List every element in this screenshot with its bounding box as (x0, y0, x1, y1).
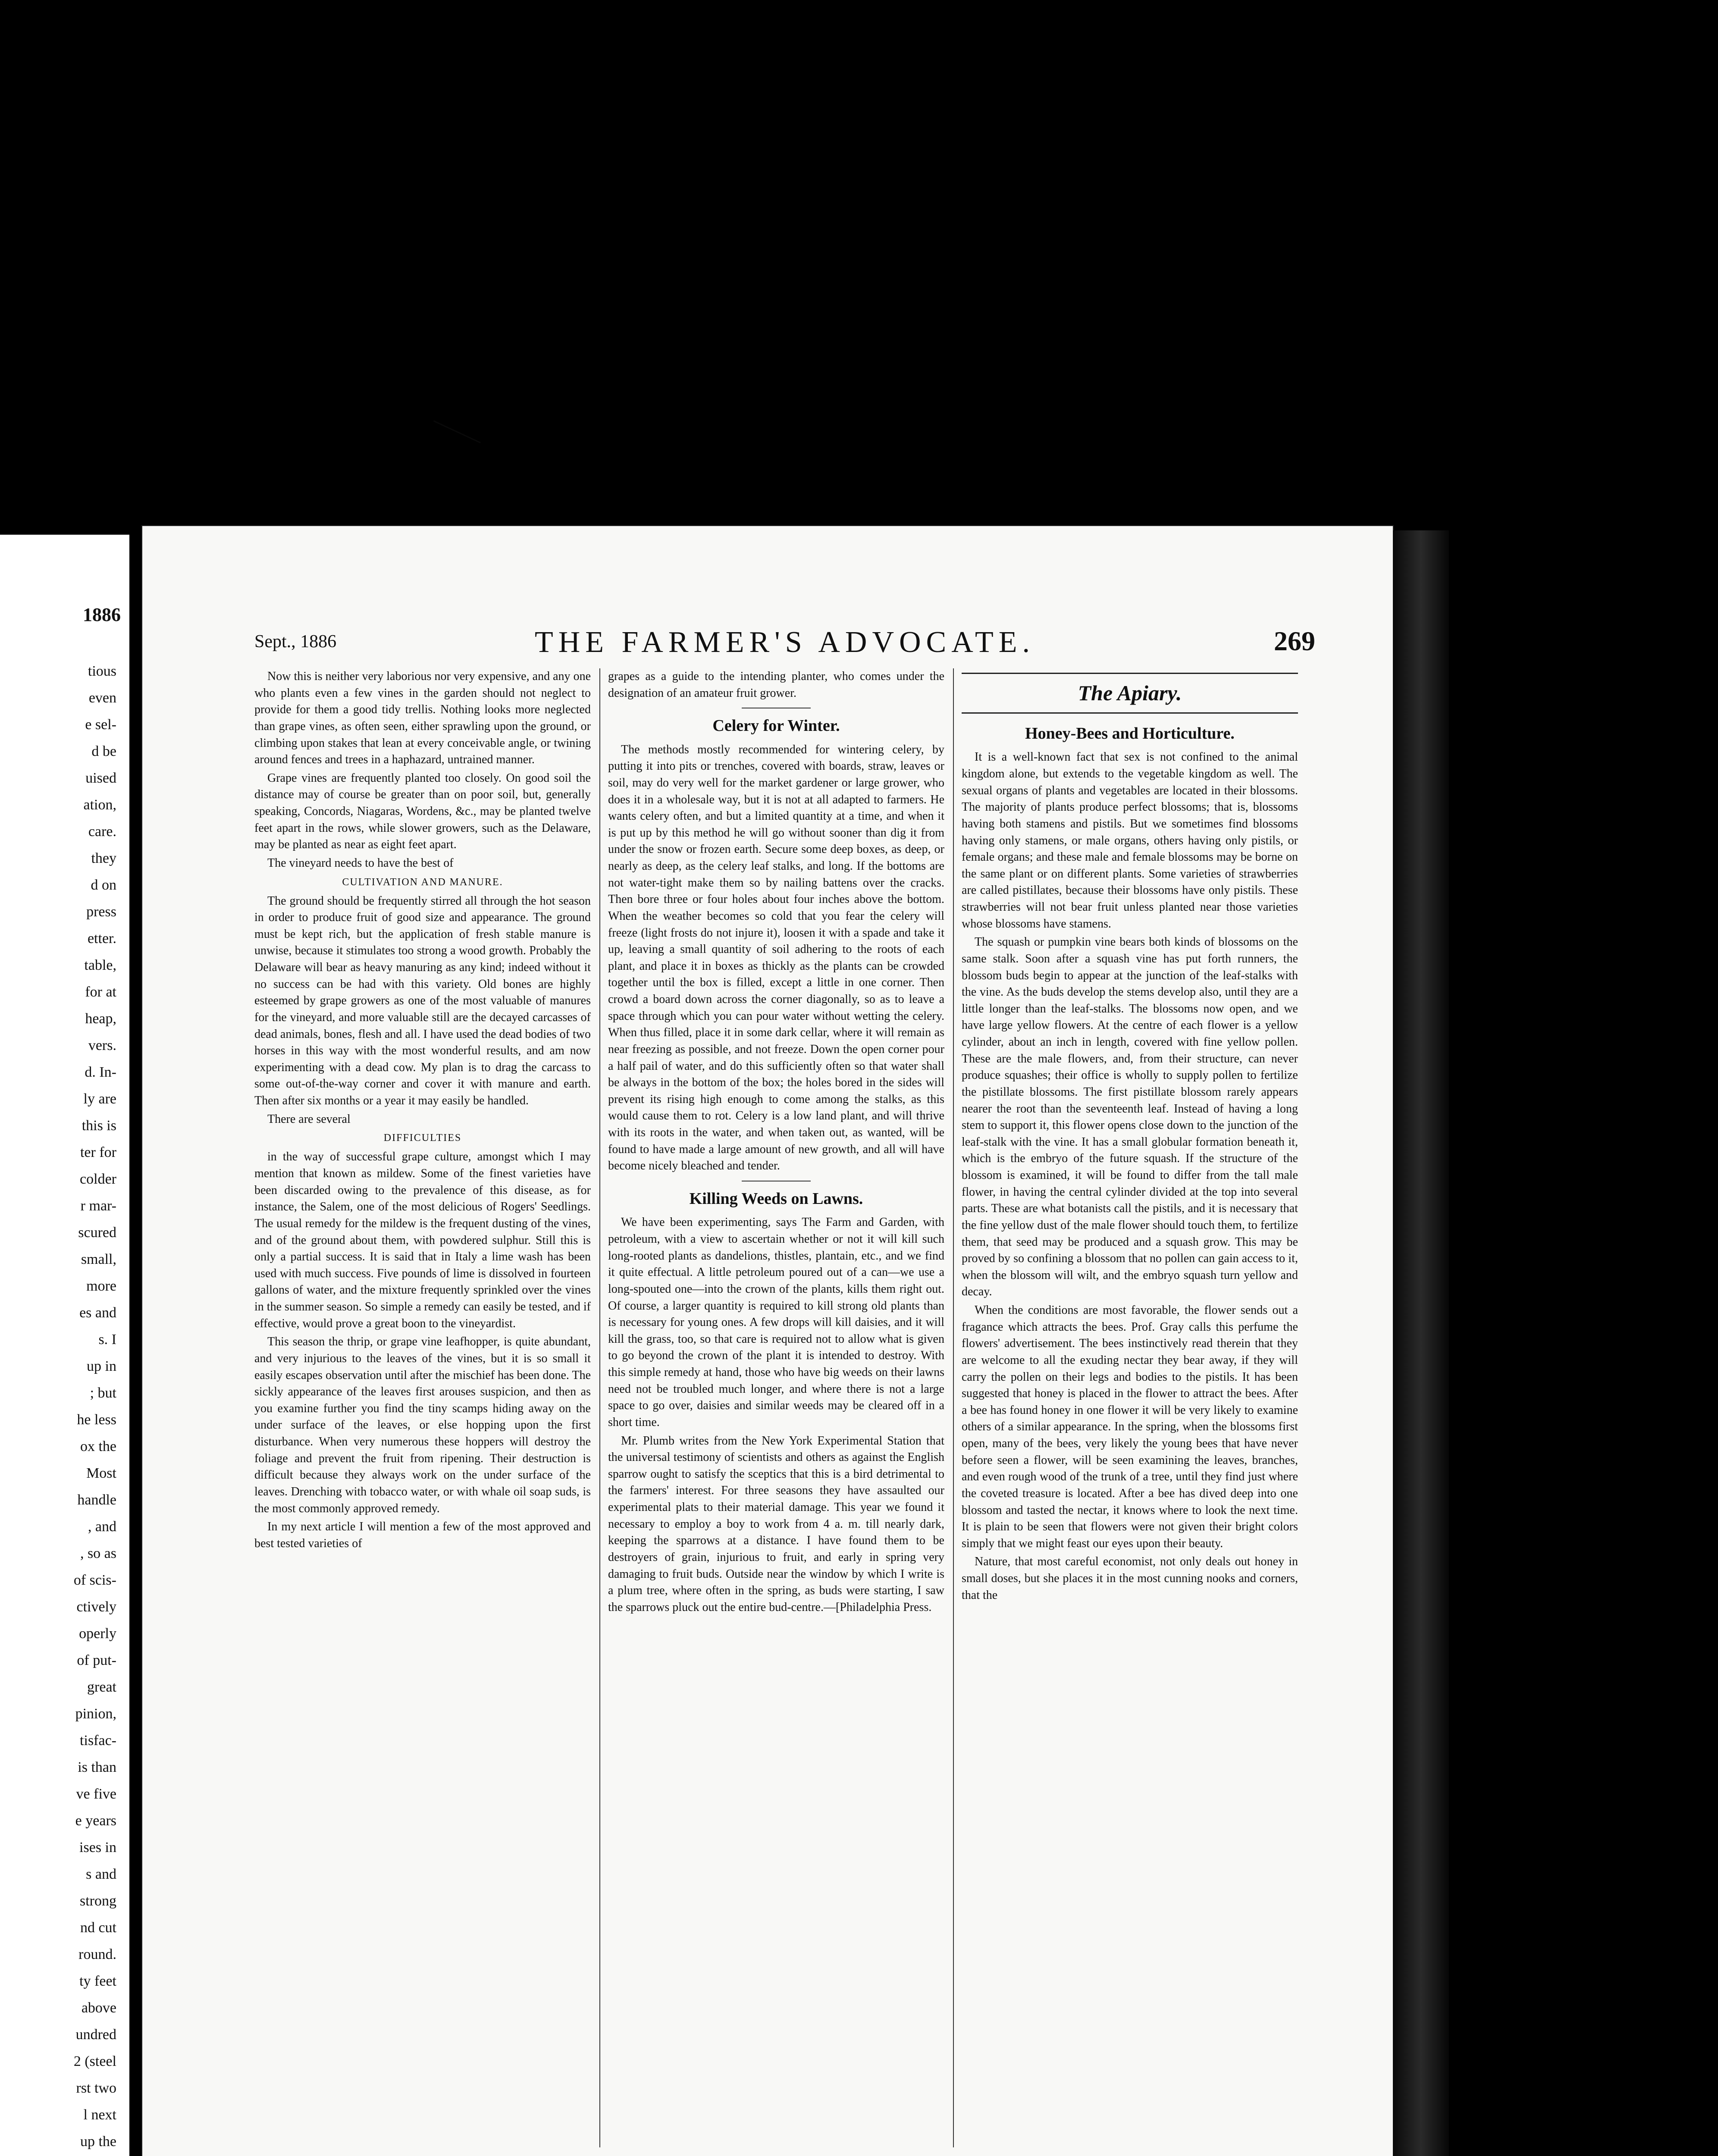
fragment-line: ly are (83, 1091, 116, 1107)
column-divider (599, 668, 600, 2147)
fragment-line: s. I (98, 1332, 116, 1348)
honey-bees-article (962, 749, 1298, 1604)
book-binding-edge (1393, 530, 1449, 2156)
paragraph: in the way of successful grape culture, amongst which I may mention that known as mildew. Some of the finest varieties have been discarded owing to the prevalence of this disease, as for instance, the Salem, one of the most delicious of Rogers' Seedlings. The usual remedy for the mildew is the frequent dusting of the vines, and of the ground about them, with powdered sulphur. Still this is only a partial success. It is said that in Italy a lime wash has been used with much success. Five pounds of lime is dissolved in fourteen gallons of water, and the mixture frequently sprinkled over the vines in the summer season. So simple a remedy can easily be tested, and if effective, would prove a great boon to the vineyardist. (254, 1150, 591, 1330)
fragment-line: is than (78, 1759, 116, 1775)
heading-celery: Celery for Winter. (712, 717, 840, 735)
fragment-line: care. (88, 824, 116, 840)
running-head (254, 625, 1315, 659)
fragment-line: ter for (80, 1144, 116, 1160)
fragment-line: scured (78, 1225, 116, 1241)
column-2 (608, 668, 944, 2152)
heading-killing-weeds: Killing Weeds on Lawns. (689, 1189, 863, 1208)
fragment-line: colder (80, 1171, 116, 1187)
fragment-line: l next (83, 2107, 116, 2123)
fragment-line: up the (80, 2134, 116, 2150)
fragment-line: ox the (80, 1438, 116, 1454)
fragment-line: s and (86, 1866, 116, 1882)
paragraph: In my next article I will mention a few of the most approved and best tested varieties of (254, 1520, 591, 1550)
celery-article (608, 742, 944, 1175)
fragment-line: e years (75, 1813, 116, 1829)
issue-date: Sept., 1886 (254, 632, 337, 652)
grape-article-continuation: grapes as a guide to the intending planter, who comes under the designation of an amateur fruit grower. (608, 670, 944, 700)
paragraph: The vineyard needs to have the best of (267, 856, 454, 870)
fragment-line: ises in (79, 1839, 116, 1855)
fragment-line: undred (75, 2027, 116, 2043)
department-heading-apiary: The Apiary. (962, 673, 1298, 714)
paragraph: The ground should be frequently stirred all through the hot season in order to produce fruit of good size and appearance. The ground must be kept rich, but the application of fresh stable manure is unwise, because it stimulates too strong a wood growth. Probably the Delaware will bear as heavy manuring as any kind; indeed without it no success can be had with this variety. Old bones are highly esteemed by grape growers as one of the most valuable of manures for the vineyard, and more valuable still are the decayed carcasses of dead animals, bones, flesh and all. I have used the dead bodies of two horses in this way with the most wonderful results, and am now experimenting with a dead cow. My plan is to drag the carcass to some out-of-the-way corner and cover it with manure and earth. Then after six months or a year it may easily be handled. (254, 894, 591, 1108)
column-3 (962, 668, 1298, 2152)
fragment-line: Most (86, 1465, 116, 1481)
fragment-line: more (86, 1278, 116, 1294)
fragment-line: tious (88, 663, 116, 679)
paragraph: There are several (267, 1112, 351, 1126)
fragment-line: rst two (76, 2080, 116, 2096)
fragment-line: ty feet (79, 1973, 116, 1989)
fragment-line: ation, (83, 797, 116, 813)
paragraph: Now this is neither very laborious nor very expensive, and any one who plants even a few vines in the garden should not neglect to provide for them a good tidy trellis. Nothing looks more neglected than grape vines, as often seen, either sprawling upon the ground, or climbing upon stakes that lean at every conceivable angle, or twining around fences and trees in a haphazard, untrained manner. (254, 670, 591, 767)
paragraph: This season the thrip, or grape vine leafhopper, is quite abundant, and very injurious to the leaves of the vines, but it is so small it easily escapes observation until after the mischief has been done. The sickly appearance of the leaves first arouses suspicion, and then as you examine further you find the tiny scamps hiding away on the under surface of the leaves, or else hopping upon the first disturbance. When very numerous these hoppers will destroy the foliage and prevent the fruit from ripening. Their destruction is difficult because they always work on the under surface of the leaves. Drenching with tobacco water, or with whale oil soap suds, is the most commonly approved remedy. (254, 1335, 591, 1515)
paragraph: Mr. Plumb writes from the New York Experimental Station that the universal testimony of scientists and others as against the English sparrow ought to satisfy the sceptics that this is a bird detrimental to the farmers' interest. For three seasons they have assaulted our experimental plats to their material damage. This year we found it necessary to employ a boy to work from 4 a. m. till nearly dark, keeping the sparrows at a distance. I have found them to be destroyers of grain, injurious to fruit, and early in spring very damaging to fruit buds. Outside near the window by which I write is a plum tree, where often in the spring, as buds were starting, I saw the sparrows pluck out the entire bud-centre.—[Philadelphia Press. (608, 1434, 944, 1614)
column-divider (953, 668, 954, 2147)
paragraph: The squash or pumpkin vine bears both kinds of blossoms on the same stalk. Soon after a squash vine has put forth runners, the blossom buds begin to appear at the junction of the leaf-stalks with the vine. As the buds develop the stems develop also, until they are a little longer than the leaf-stalks. The blossoms now open, and we have large yellow flowers. At the centre of each flower is a yellow cylinder, about an inch in length, covered with fine yellow pollen. These are the male flowers, and, from their structure, can never produce squashes; their office is wholly to supply pollen to fertilize the pistillate blossoms. The first pistillate blossom rarely appears nearer the root than the seventeenth leaf. Instead of having a long stem to support it, this flower opens close down to the junction of the leaf-stalk with the vine. It has a small globular formation beneath it, which is the embryo of the future squash. If the structure of the blossom is examined, it will be found to differ from the tall male flower, in having the central cylinder divided at the top into several parts. These are what botanists call the pistils, and it is necessary that the fine yellow dust of the male flower should touch them, to fertilize them, that seed may be produced and a squash grow. This may be proved by so confining a blossom that no pollen can gain access to it, when the blossom will wilt, and the embryo squash turn yellow and decay. (962, 935, 1298, 1299)
publication-title: THE FARMER'S ADVOCATE. (534, 626, 1035, 659)
fragment-line: d on (91, 877, 116, 893)
fragment-line: e sel- (85, 717, 116, 733)
fragment-line: etter. (87, 931, 116, 946)
previous-page-fragment (0, 535, 129, 2156)
fragment-line: ve five (76, 1786, 116, 1802)
paragraph: It is a well-known fact that sex is not confined to the animal kingdom alone, but extends to the vegetable kingdom as well. The sexual organs of plants and vegetables are located in their blossoms. The majority of plants produce perfect blossoms; that is, blossoms having both stamens and pistils. But we sometimes find blossoms having only stamens, or male organs, others having only pistils, or female organs; and these male and female blossoms may be borne on the same plant or on different plants. Some varieties of strawberries are called pistillates, because their blossoms have only pistils. These strawberries will not bear fruit unless planted near those varieties whose blossoms have stamens. (962, 750, 1298, 931)
grape-article-part-2 (254, 893, 591, 1128)
fragment-line: press (86, 904, 116, 920)
fragment-line: operly (79, 1626, 116, 1642)
fragment-line: strong (80, 1893, 116, 1909)
column-1 (254, 668, 591, 2152)
fragment-line: of put- (77, 1652, 116, 1668)
fragment-line: great (87, 1679, 116, 1695)
fragment-line: vers. (88, 1037, 116, 1053)
fragment-line: even (88, 690, 116, 706)
fragment-line: , so as (80, 1545, 116, 1561)
page-number: 269 (1274, 626, 1315, 656)
previous-page-header: 1886 (83, 604, 121, 625)
grape-article-part-3 (254, 1149, 591, 1552)
fragment-line: round. (78, 1946, 116, 1962)
paragraph: The methods mostly recommended for wintering celery, by putting it into pits or trenches, covered with boards, straw, leaves or soil, may do very well for the market gardener or large grower, who does it in a wholesale way, but it is not at all adapted to farmers. He wants celery often, and but a limited quantity at a time, and when it is put up by this method he will go without sooner than dig it from under the snow or frozen earth. Secure some deep boxes, as deep, or nearly as deep, as the celery leaf stalks, and long. If the bottoms are not water-tight make them so by nailing battens over the cracks. Then bore three or four holes about four inches above the bottom. When the weather becomes so cold that you fear the celery will freeze (light frosts do not injure it), loosen it with a spade and take it up, leaving a small quantity of soil adhering to the roots of each plant, and place it in boxes as thickly as the plants can be crowded together until the box is filled, except a little in one corner. Then crowd a board down across the corner diagonally, so as to leave a space through which you can pour water without wetting the celery. When thus filled, place it in some dark cellar, where it will remain as near freezing as possible, and not freeze. Down the open corner pour a half pail of water, and do this sufficiently often so that water shall be always in the bottom of the box; the holes bored in the sides will prevent its rising high enough to come among the stalks, as this would cause them to rot. Celery is a low land plant, and will thrive with its roots in the water, and when taken out, as wanted, will be found to have made a large amount of new growth, and all will have become nicely bleached and tender. (608, 743, 944, 1173)
fragment-line: for at (85, 984, 116, 1000)
subhead-cultivation: CULTIVATION AND MANURE. (342, 876, 503, 888)
subhead-difficulties: DIFFICULTIES (383, 1132, 462, 1144)
fragment-line: small, (81, 1251, 116, 1267)
fragment-line: of scis- (73, 1572, 116, 1588)
fragment-line: , and (88, 1519, 116, 1535)
fragment-line: pinion, (75, 1706, 116, 1722)
fragment-line: handle (77, 1492, 116, 1508)
fragment-line: up in (87, 1358, 116, 1374)
grape-article-part-1 (254, 668, 591, 872)
film-scratch (433, 420, 481, 443)
weeds-article (608, 1214, 944, 1616)
fragment-line: ctively (76, 1599, 116, 1615)
paragraph: When the conditions are most favorable, the flower sends out a fragance which attracts the bees. Prof. Gray calls this perfume the flowers' advertisement. The bees instinctively read therein that they are welcome to all the exuding nectar they bear away, if they will carry the pollen on their legs and bodies to the pistils. It has been suggested that honey is placed in the flower to attract the bees. After a bee has found honey in one flower it will be very likely to examine others of a similar appearance. In the spring, when the blossoms first open, many of the bees, very likely the young bees that have never before seen a flower, will be seen examining the leaves, branches, and even rough wood of the trunk of a tree, until they find just where the coveted treasure is located. After a bee has dived deep into one blossom and tasted the nectar, it knows where to look the next time. It is plain to be seen that flowers were not given their bright colors simply that we might feast our eyes upon their beauty. (962, 1304, 1298, 1550)
fragment-line: table, (84, 957, 116, 973)
paragraph: Nature, that most careful economist, not only deals out honey in small doses, but she places it in the most cunning nooks and corners, that the (962, 1555, 1298, 1602)
fragment-line: heap, (85, 1011, 116, 1027)
fragment-line: d. In- (85, 1064, 116, 1080)
fragment-line: this is (82, 1118, 116, 1134)
paragraph: We have been experimenting, says The Farm and Garden, with petroleum, with a view to ascertain whether or not it will kill such long-rooted plants as dandelions, thistles, plantain, etc., and we find it quite effectual. A little petroleum poured out of a can—we use a long-spouted one—into the crown of the plants, kills them right out. Of course, a larger quantity is required to kill strong old plants than is necessary for young ones. A few drops will kill daisies, and it will kill the grass, too, so that care is required not to allow what is given to go beyond the crown of the plant it is intended to destroy. With this simple remedy at hand, those who have big weeds on their lawns need not be troubled much longer, and where there is not a large space to go over, daisies and similar weeds may be cleared off in a short time. (608, 1216, 944, 1429)
fragment-line: he less (77, 1412, 116, 1428)
newspaper-page (142, 526, 1393, 2156)
fragment-line: tisfac- (80, 1733, 116, 1749)
fragment-line: 2 (steel (73, 2053, 116, 2069)
fragment-line: they (91, 850, 116, 866)
fragment-line: es and (79, 1305, 116, 1321)
fragment-line: uised (85, 770, 116, 786)
paragraph: Grape vines are frequently planted too closely. On good soil the distance may of course be greater than on poor soil, but, generally speaking, Concords, Niagaras, Wordens, &c., may be planted twelve feet apart in the rows, while slower growers, such as the Delaware, may be planted as near as eight feet apart. (254, 771, 591, 852)
fragment-line: d be (91, 743, 116, 759)
fragment-line: ; but (90, 1385, 116, 1401)
fragment-line: above (81, 2000, 116, 2016)
heading-honey-bees: Honey-Bees and Horticulture. (1025, 724, 1235, 743)
fragment-line: r mar- (80, 1198, 116, 1214)
fragment-line: nd cut (80, 1920, 116, 1936)
